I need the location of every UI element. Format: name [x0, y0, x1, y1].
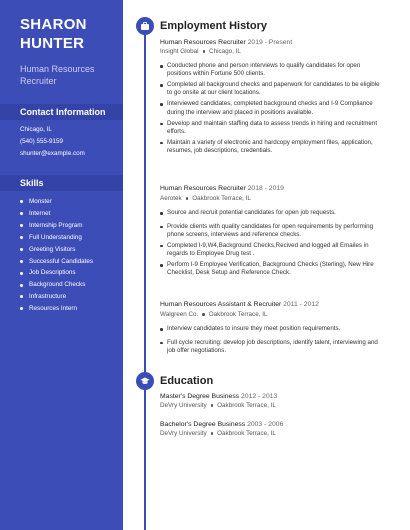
- contact-heading: Contact Information: [0, 104, 123, 120]
- degree-line: [160, 393, 277, 401]
- job-title-line: [160, 301, 319, 309]
- degree-meta: [160, 430, 276, 438]
- sidebar: [0, 0, 123, 530]
- degree-meta: [160, 402, 276, 410]
- contact-phone: (540) 555-9159: [20, 138, 64, 145]
- job-meta: [160, 195, 251, 203]
- job-title: Human Resources Assistant & Recruiter: [160, 301, 282, 308]
- job-bullet: Completed I-9,W4,Background Checks,Recived and logged all Emailes in regards to Employee Drug test .: [160, 242, 382, 258]
- degree-dates: 2003 - 2006: [247, 421, 284, 428]
- school-location: Oakbrook Terrace, IL: [217, 430, 276, 437]
- job-location: Oakbrook Terrace, IL: [208, 311, 268, 318]
- job-location: Chicago, IL: [209, 48, 241, 55]
- separator-dot: [203, 50, 206, 53]
- skills-list: [20, 196, 93, 315]
- separator-dot: [202, 313, 205, 316]
- candidate-name: [20, 15, 120, 53]
- degree-title: Bachelor's Degree Business: [160, 421, 246, 428]
- job-company: Insight Global: [160, 48, 199, 55]
- employment-heading: Employment History: [160, 20, 267, 32]
- job-title: Human Resources Recruiter: [160, 185, 246, 192]
- job-bullets: [160, 209, 382, 278]
- job-location: Oakbrook Terrace, IL: [192, 195, 251, 202]
- candidate-title: Human Resources Recruiter: [20, 64, 95, 86]
- job-bullet: Interviewed candidates, completed background checks and I-9 Compliance during the interview and placed in positions available.: [160, 100, 382, 116]
- contact-city: Chicago, IL: [20, 126, 52, 133]
- skill-item: Greeting Visitors: [20, 244, 93, 256]
- job-bullet: Interview candidates to insure they meet position requirements.: [160, 325, 382, 333]
- skills-heading: Skills: [0, 175, 123, 191]
- job-bullet: Source and recruit potential candidates for open job requests.: [160, 209, 382, 217]
- job-dates: 2018 - 2019: [247, 185, 284, 192]
- degree-line: [160, 421, 283, 429]
- degree-title: Master's Degree Business: [160, 393, 240, 400]
- school-location: Oakbrook Terrace, IL: [217, 402, 276, 409]
- briefcase-icon: [140, 21, 150, 31]
- skill-item: Job Descriptions: [20, 267, 93, 279]
- employment-marker: [136, 17, 154, 35]
- job-bullet: Develop and maintain staffing data to assess trends in hiring and recruitment efforts.: [160, 120, 382, 136]
- first-name: SHARON: [20, 16, 87, 33]
- graduation-cap-icon: [140, 376, 150, 386]
- job-bullet: Completed all background checks and paperwork for candidates to be eligible to go onsite at our client locations.: [160, 81, 382, 97]
- contact-email: shunter@example.com: [20, 150, 85, 157]
- job-title-line: [160, 39, 292, 47]
- school-name: DeVry University: [160, 430, 207, 437]
- skill-item: Monster: [20, 196, 93, 208]
- education-heading: Education: [160, 375, 214, 387]
- separator-dot: [211, 404, 214, 407]
- job-bullet: Perform I-9 Employee Verification, Background Checks (Sterling), New Hire Checklist, Desk Setup and Reference Check.: [160, 261, 382, 277]
- separator-dot: [186, 197, 189, 200]
- timeline-line: [144, 26, 146, 530]
- skill-item: Infrastructure: [20, 291, 93, 303]
- job-title-line: [160, 185, 284, 193]
- skill-item: Internet: [20, 208, 93, 220]
- school-name: DeVry University: [160, 402, 207, 409]
- job-meta: [160, 311, 267, 319]
- job-bullet: Provide clients with quality candidates for open requirements by performing phone screens, interviews and reference checks.: [160, 223, 382, 239]
- job-company: Walgreen Co.: [160, 311, 199, 318]
- job-bullet: Conducted phone and person interviews to qualify candidates for open positions within Fortune 500 clients.: [160, 62, 382, 78]
- skill-item: Resources Intern: [20, 303, 93, 315]
- skill-item: Internship Program: [20, 220, 93, 232]
- skill-item: Background Checks: [20, 279, 93, 291]
- last-name: HUNTER: [20, 35, 85, 52]
- separator-dot: [211, 432, 214, 435]
- skill-item: Full Understanding: [20, 232, 93, 244]
- education-marker: [136, 372, 154, 390]
- degree-dates: 2012 - 2013: [241, 393, 278, 400]
- job-bullets: [160, 62, 382, 155]
- job-meta: [160, 48, 241, 56]
- job-company: Aerotek: [160, 195, 182, 202]
- skill-item: Successful Candidates: [20, 256, 93, 268]
- job-bullet: Full cycle recruiting: develop job descriptions, identify talent, interviewing and job offer negotiations.: [160, 339, 382, 355]
- job-title: Human Resources Recruiter: [160, 39, 246, 46]
- job-bullet: Maintain a variety of electronic and hardcopy employment files, application, resumes, job descriptions, credentials.: [160, 139, 382, 155]
- job-dates: 2019 - Present: [247, 39, 293, 46]
- job-dates: 2011 - 2012: [283, 301, 319, 308]
- job-bullets: [160, 325, 382, 355]
